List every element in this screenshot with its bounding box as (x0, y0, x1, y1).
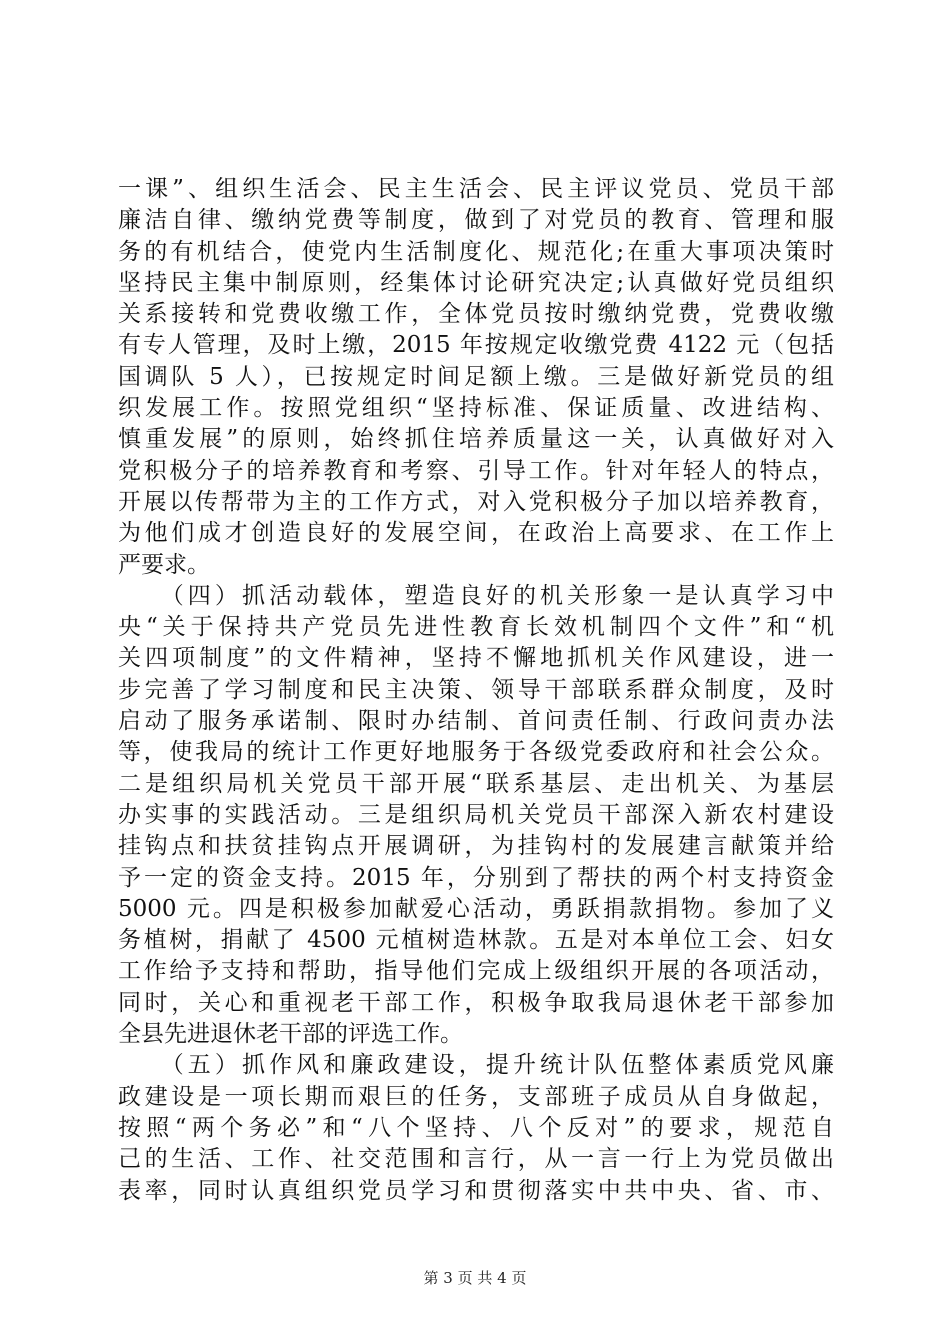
page-number-footer: 第 3 页 共 4 页 (423, 1269, 527, 1287)
text-line: 同时，关心和重视老干部工作，积极争取我局退休老干部参加 (118, 989, 834, 1016)
text-line: 等，使我局的统计工作更好地服务于各级党委政府和社会公众。 (118, 739, 834, 766)
text-line: 二是组织局机关党员干部开展“联系基层、走出机关、为基层 (118, 770, 834, 797)
text-line: 严要求。 (118, 551, 210, 578)
section-heading-line: （四）抓活动载体，塑造良好的机关形象一是认真学习中 (118, 582, 834, 609)
text-line: 关四项制度”的文件精神，坚持不懈地抓机关作风建设，进一 (118, 645, 834, 672)
text-line: 国调队 5 人），已按规定时间足额上缴。三是做好新党员的组 (118, 363, 834, 390)
text-line: 织发展工作。按照党组织“坚持标准、保证质量、改进结构、 (118, 395, 834, 422)
text-line: 有专人管理，及时上缴，2015 年按规定收缴党费 4122 元（包括 (118, 332, 834, 359)
text-line: 予一定的资金支持。2015 年，分别到了帮扶的两个村支持资金 (118, 864, 834, 891)
text-line: 政建设是一项长期而艰巨的任务，支部班子成员从自身做起， (118, 1083, 834, 1110)
body-text (118, 174, 834, 1207)
text-line: 5000 元。四是积极参加献爱心活动，勇跃捐款捐物。参加了义 (118, 895, 834, 922)
text-line: 挂钩点和扶贫挂钩点开展调研，为挂钩村的发展建言献策并给 (118, 833, 834, 860)
text-line: 坚持民主集中制原则，经集体讨论研究决定;认真做好党员组织 (118, 269, 834, 296)
text-line: 务植树，捐献了 4500 元植树造林款。五是对本单位工会、妇女 (118, 927, 834, 954)
text-line: 央“关于保持共产党员先进性教育长效机制四个文件”和“机 (118, 614, 834, 641)
text-line: 务的有机结合，使党内生活制度化、规范化;在重大事项决策时 (118, 238, 834, 265)
text-line: 一课”、组织生活会、民主生活会、民主评议党员、党员干部 (118, 176, 834, 202)
text-line: 为他们成才创造良好的发展空间，在政治上高要求、在工作上 (118, 520, 834, 547)
text-line: 党积极分子的培养教育和考察、引导工作。针对年轻人的特点， (118, 457, 834, 484)
text-line: 己的生活、工作、社交范围和言行，从一言一行上为党员做出 (118, 1146, 834, 1173)
text-line: 全县先进退休老干部的评选工作。 (118, 1021, 463, 1048)
text-line: 步完善了学习制度和民主决策、领导干部联系群众制度，及时 (118, 676, 834, 703)
text-line: 启动了服务承诺制、限时办结制、首问责任制、行政问责办法 (118, 708, 834, 735)
text-line: 关系接转和党费收缴工作，全体党员按时缴纳党费，党费收缴 (118, 301, 834, 328)
text-line: 慎重发展”的原则，始终抓住培养质量这一关，认真做好对入 (118, 426, 834, 453)
text-line: 表率，同时认真组织党员学习和贯彻落实中共中央、省、市、 (118, 1177, 834, 1204)
text-line: 按照“两个务必”和“八个坚持、八个反对”的要求，规范自 (118, 1114, 834, 1141)
text-line: 廉洁自律、缴纳党费等制度，做到了对党员的教育、管理和服 (118, 207, 834, 234)
text-line: 工作给予支持和帮助，指导他们完成上级组织开展的各项活动， (118, 958, 834, 985)
text-line: 办实事的实践活动。三是组织局机关党员干部深入新农村建设 (118, 801, 834, 828)
section-heading-line: （五）抓作风和廉政建设，提升统计队伍整体素质党风廉 (118, 1052, 834, 1079)
text-line: 开展以传帮带为主的工作方式，对入党积极分子加以培养教育， (118, 488, 834, 515)
